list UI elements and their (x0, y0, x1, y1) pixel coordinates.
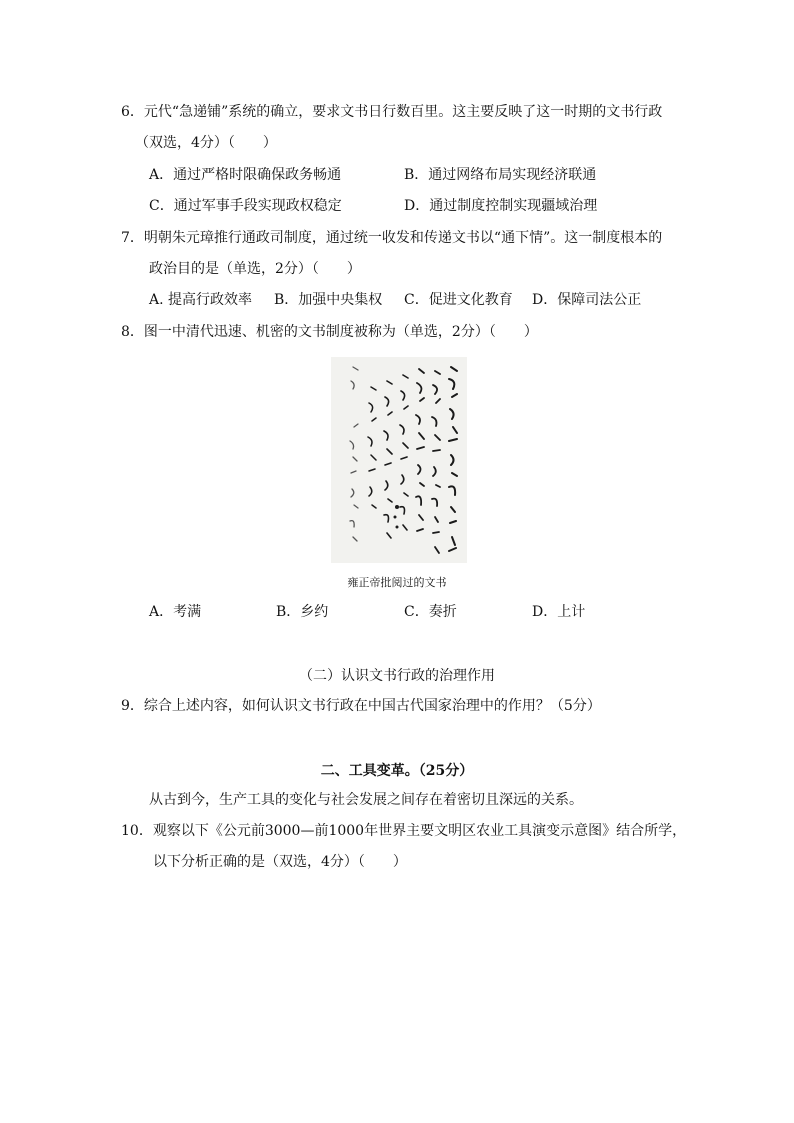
q9-stem: 9．综合上述内容，如何认识文书行政在中国古代国家治理中的作用？（5分） (121, 698, 601, 714)
q8-option-c: C．奏折 (404, 604, 457, 620)
q10-stem-line1: 10．观察以下《公元前3000—前1000年世界主要文明区农业工具演变示意图》结合所学， (121, 823, 687, 839)
q6-stem-line2: （双选，4分）（ ） (135, 135, 277, 151)
section-intro: 从古到今，生产工具的变化与社会发展之间存在着密切且深远的关系。 (149, 792, 583, 808)
part-heading: （二）认识文书行政的治理作用 (299, 668, 495, 684)
q7-stem-line2: 政治目的是（单选，2分）（ ） (149, 261, 361, 277)
q6-option-c: C．通过军事手段实现政权稳定 (149, 198, 342, 214)
section-title: 二、工具变革。（25分） (320, 763, 474, 779)
q10-stem-line2: 以下分析正确的是（双选，4分）（ ） (153, 854, 407, 870)
image-caption: 雍正帝批阅过的文书 (347, 576, 447, 589)
q8-option-a: A．考满 (149, 604, 202, 620)
q6-option-a: A．通过严格时限确保政务畅通 (149, 167, 342, 183)
q7-option-b: B．加强中央集权 (274, 292, 383, 308)
q7-option-c: C．促进文化教育 (404, 292, 513, 308)
q7-option-d: D．保障司法公正 (532, 292, 642, 308)
q6-stem-line1: 6．元代“急递铺”系统的确立，要求文书日行数百里。这主要反映了这一时期的文书行政 (121, 104, 663, 120)
q7-stem-line1: 7．明朝朱元璋推行通政司制度，通过统一收发和传递文书以“通下情”。这一制度根本的 (121, 230, 663, 246)
q7-option-a: A. 提高行政效率 (149, 292, 253, 308)
q8-option-b: B．乡约 (276, 604, 329, 620)
q8-stem: 8．图一中清代迅速、机密的文书制度被称为（单选，2分）（ ） (121, 324, 538, 340)
calligraphy-document-image (331, 357, 467, 563)
q8-option-d: D．上计 (532, 604, 586, 620)
q6-option-b: B．通过网络布局实现经济联通 (404, 167, 597, 183)
q6-option-d: D．通过制度控制实现疆域治理 (404, 198, 598, 214)
